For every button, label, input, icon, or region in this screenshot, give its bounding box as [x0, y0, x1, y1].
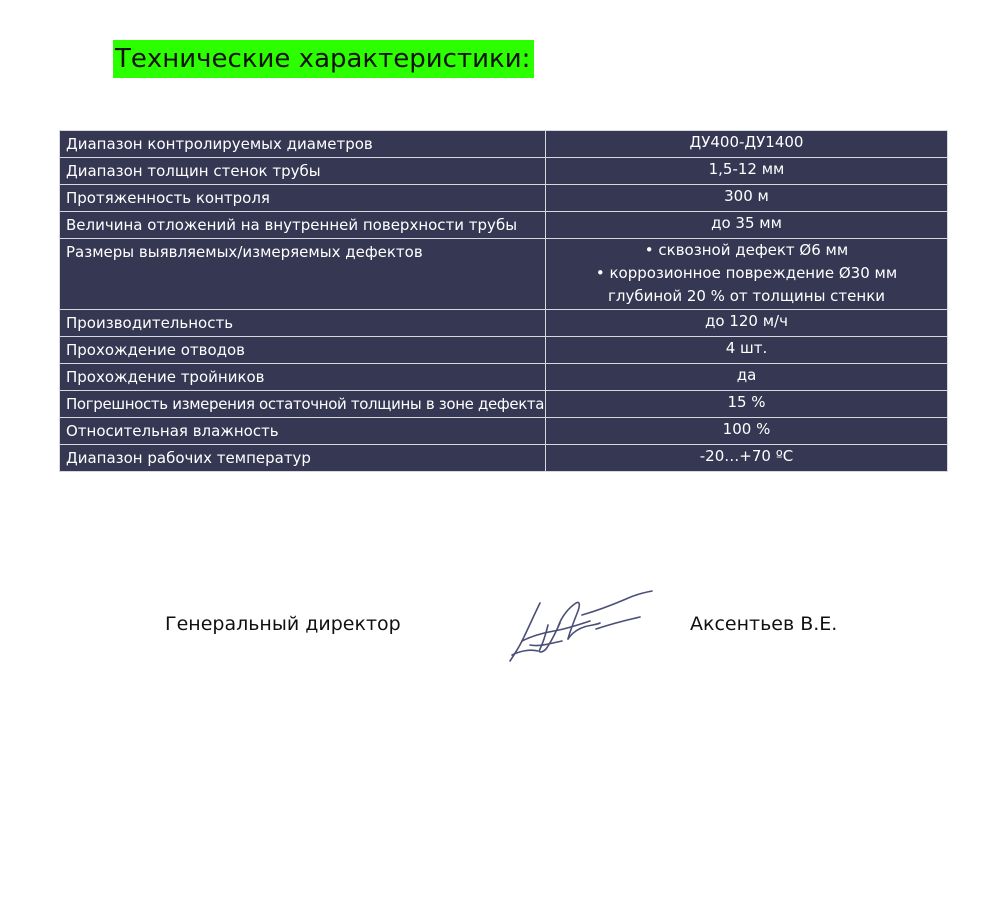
parameter-value — [546, 310, 948, 337]
table-row — [60, 418, 948, 445]
table-row — [60, 310, 948, 337]
value-line: • коррозионное повреждение Ø30 мм — [595, 264, 898, 282]
table-row — [60, 445, 948, 472]
parameter-name: Производительность — [60, 310, 546, 337]
parameter-value — [546, 445, 948, 472]
parameter-value — [546, 337, 948, 364]
parameter-name: Прохождение отводов — [60, 337, 546, 364]
value-line: до 35 мм — [711, 214, 782, 232]
value-line: 4 шт. — [725, 339, 768, 357]
handwritten-signature-icon — [500, 585, 665, 670]
value-line: • сквозной дефект Ø6 мм — [644, 241, 849, 259]
parameter-name: Диапазон контролируемых диаметров — [60, 131, 546, 158]
table-row — [60, 212, 948, 239]
table-row — [60, 158, 948, 185]
value-line: -20…+70 ºС — [699, 447, 794, 465]
value-line: до 120 м/ч — [705, 312, 788, 330]
signatory-name: Аксентьев В.Е. — [690, 613, 838, 635]
parameter-name: Размеры выявляемых/измеряемых дефектов — [60, 239, 546, 310]
parameter-name: Погрешность измерения остаточной толщины в зоне дефекта — [60, 391, 546, 418]
table-row — [60, 185, 948, 212]
table-row — [60, 364, 948, 391]
value-line: 1,5-12 мм — [708, 160, 785, 178]
value-line: ДУ400-ДУ1400 — [689, 133, 804, 151]
parameter-value — [546, 364, 948, 391]
parameter-name: Прохождение тройников — [60, 364, 546, 391]
table-row — [60, 391, 948, 418]
value-line: 15 % — [727, 393, 766, 411]
parameter-value — [546, 131, 948, 158]
parameter-name: Диапазон толщин стенок трубы — [60, 158, 546, 185]
value-line: 300 м — [724, 187, 769, 205]
table-row — [60, 131, 948, 158]
parameter-value — [546, 239, 948, 310]
parameter-name: Диапазон рабочих температур — [60, 445, 546, 472]
table-row — [60, 337, 948, 364]
value-line: глубиной 20 % от толщины стенки — [607, 287, 886, 305]
parameter-name: Протяженность контроля — [60, 185, 546, 212]
signatory-role: Генеральный директор — [165, 613, 401, 635]
parameter-name: Относительная влажность — [60, 418, 546, 445]
value-line: да — [736, 366, 757, 384]
parameter-value — [546, 212, 948, 239]
parameter-value — [546, 418, 948, 445]
parameter-name: Величина отложений на внутренней поверхности трубы — [60, 212, 546, 239]
specifications-table — [59, 130, 948, 472]
table-row — [60, 239, 948, 310]
value-line: 100 % — [722, 420, 771, 438]
parameter-value — [546, 185, 948, 212]
parameter-value — [546, 391, 948, 418]
document-title: Технические характеристики: — [113, 40, 534, 78]
parameter-value — [546, 158, 948, 185]
